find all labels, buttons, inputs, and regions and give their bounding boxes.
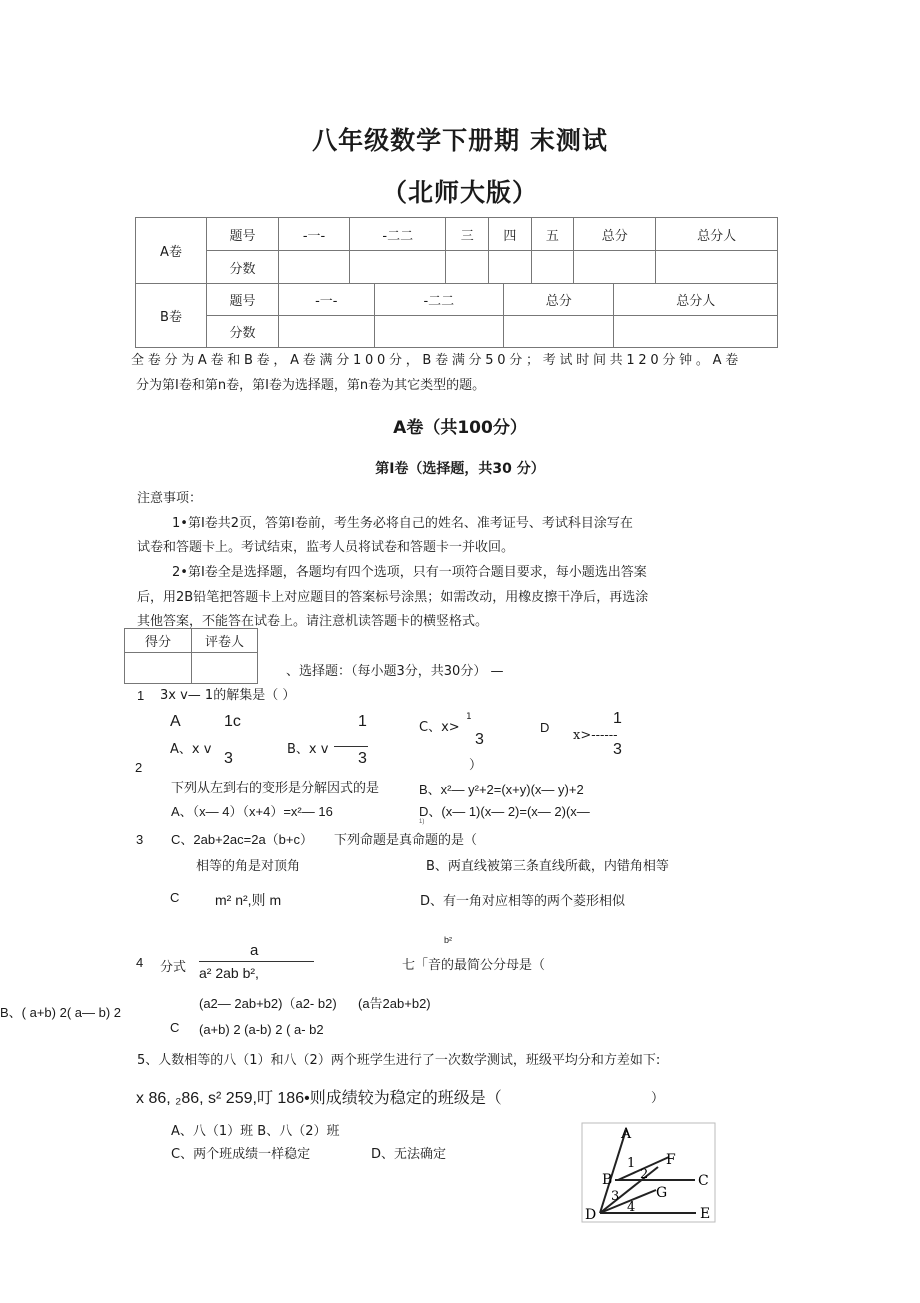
col-header: 总分 — [574, 218, 656, 251]
score-cell[interactable] — [374, 316, 504, 348]
label-a: A — [621, 1126, 632, 1142]
q4-fraction-line — [199, 961, 314, 962]
label-b: B — [602, 1172, 613, 1188]
q5-option-d[interactable]: D、无法确定 — [371, 1147, 447, 1162]
q5-stem: 5、人数相等的八（1）和八（2）两个班学生进行了一次数学测试，班级平均分和方差如下: — [137, 1053, 661, 1068]
angle-4: 4 — [627, 1200, 636, 1215]
col-header: -一- — [279, 218, 350, 251]
q3-option-b[interactable]: B、两直线被第三条直线所截，内错角相等 — [426, 859, 669, 874]
part1-title: 第I卷（选择题，共30 分） — [375, 461, 545, 477]
note-1-line-1: 1•第I卷共2页，答第I卷前，考生务必将自己的姓名、准考证号、考试科目涂写在 — [172, 516, 633, 531]
table-b-label: B卷 — [136, 284, 207, 348]
q1-option-b[interactable]: B、x v — [287, 742, 329, 757]
label-c: C — [698, 1173, 709, 1189]
q1-c-den: 3 — [475, 731, 484, 748]
q5-option-c[interactable]: C、两个班成绩一样稳定 — [171, 1147, 311, 1162]
q3-option-c[interactable]: m² n²,则 m — [215, 892, 282, 908]
q3-number: 3 — [136, 832, 144, 847]
q3-option-a[interactable]: 相等的角是对顶角 — [196, 859, 301, 874]
q1-option-a[interactable]: A、x v — [170, 742, 212, 757]
col-header: -二二 — [374, 284, 504, 316]
q4-option-c-label[interactable]: C — [170, 1020, 180, 1035]
q4-superscript: b² — [444, 935, 453, 945]
q3-option-c-label[interactable]: C — [170, 890, 180, 905]
score-cell[interactable] — [614, 316, 778, 348]
score-cell[interactable] — [656, 251, 778, 284]
q1-stem: 3x v— 1的解集是（ ） — [160, 688, 296, 703]
col-header: -一- — [279, 284, 375, 316]
q2-number: 2 — [135, 760, 143, 775]
page-subtitle: （北师大版） — [381, 178, 538, 207]
col-header: 三 — [446, 218, 489, 251]
angle-2: 2 — [640, 1167, 649, 1182]
col-header: 总分 — [504, 284, 614, 316]
section-a-title: A卷（共100分） — [393, 418, 527, 438]
q1-b-den: 3 — [358, 750, 367, 767]
q2-option-d-tail: 1) — [419, 819, 425, 825]
q4-frac-bottom: a² 2ab b², — [199, 965, 259, 981]
q1-option-d-label[interactable]: D — [540, 720, 550, 735]
label-d: D — [585, 1207, 597, 1223]
score-cell[interactable] — [279, 251, 350, 284]
score-cell[interactable] — [350, 251, 446, 284]
col-header: 总分人 — [614, 284, 778, 316]
page-title: 八年级数学下册期 末测试 — [312, 126, 608, 155]
q1-c-top: 1 — [466, 712, 472, 722]
q2-stem: 下列从左到右的变形是分解因式的是 — [171, 781, 380, 796]
q4-option-a[interactable]: (a2— 2ab+b2)（a2- b2) — [199, 996, 337, 1011]
score-table-b — [135, 283, 778, 348]
q5-close-paren: ） — [651, 1091, 665, 1106]
q3-stem: 下列命题是真命题的是（ — [334, 833, 478, 848]
grader-box — [124, 628, 258, 684]
q1-a-top: 1c — [224, 713, 241, 730]
q1-letter-a: A — [170, 713, 181, 730]
q1-d-top: 1 — [613, 710, 622, 727]
grader-score-label: 得分 — [125, 629, 192, 653]
q5-data-line: x 86, ₂86, s² 259,叮 186•则成绩较为稳定的班级是（ — [136, 1090, 502, 1107]
note-2-line-3: 其他答案，不能答在试卷上。请注意机读答题卡的横竖格式。 — [137, 614, 489, 629]
q1-close-paren: ） — [469, 758, 483, 773]
row-label-number: 题号 — [207, 218, 279, 251]
geometry-figure — [580, 1121, 718, 1224]
row-label-score: 分数 — [207, 251, 279, 284]
score-cell[interactable] — [489, 251, 532, 284]
q1-d-den: 3 — [613, 741, 622, 758]
row-label-number: 题号 — [207, 284, 279, 316]
q1-a-den: 3 — [224, 750, 233, 767]
q1-option-d[interactable]: x>------ — [573, 728, 618, 743]
grader-name-cell[interactable] — [192, 653, 258, 684]
note-2-line-1: 2•第I卷全是选择题，各题均有四个选项，只有一项符合题目要求，每小题选出答案 — [172, 565, 647, 580]
label-g: G — [656, 1185, 668, 1201]
q1-b-fraction-line — [334, 746, 368, 747]
angle-1: 1 — [627, 1156, 636, 1171]
row-label-score: 分数 — [207, 316, 279, 348]
grader-score-cell[interactable] — [125, 653, 192, 684]
score-cell[interactable] — [531, 251, 574, 284]
label-f: F — [666, 1152, 676, 1168]
q4-option-c[interactable]: (a+b) 2 (a-b) 2 ( a- b2 — [199, 1022, 324, 1037]
q3-option-d[interactable]: D、有一角对应相等的两个菱形相似 — [420, 894, 626, 909]
score-cell[interactable] — [279, 316, 375, 348]
col-header: 总分人 — [656, 218, 778, 251]
score-cell[interactable] — [574, 251, 656, 284]
q1-b-top: 1 — [358, 713, 367, 730]
q2-option-c[interactable]: C、2ab+2ac=2a（b+c） — [171, 832, 314, 847]
q2-option-b[interactable]: B、x²— y²+2=(x+y)(x— y)+2 — [419, 782, 584, 797]
part-heading: 、选择题：（每小题3分，共30分） — — [286, 664, 504, 679]
q2-option-d[interactable]: D、(x— 1)(x— 2)=(x— 2)(x— — [419, 804, 590, 819]
angle-3: 3 — [611, 1189, 620, 1204]
col-header: 五 — [531, 218, 574, 251]
intro-line-2: 分为第I卷和第n卷，第I卷为选择题，第n卷为其它类型的题。 — [136, 378, 486, 393]
q4-option-b[interactable]: B、( a+b) 2( a— b) 2 — [0, 1005, 122, 1020]
note-1-line-2: 试卷和答题卡上。考试结束，监考人员将试卷和答题卡一并收回。 — [137, 540, 515, 555]
q2-option-a[interactable]: A、（x— 4）（x+4）=x²— 16 — [171, 804, 333, 819]
score-cell[interactable] — [446, 251, 489, 284]
q1-number: 1 — [137, 688, 145, 703]
score-cell[interactable] — [504, 316, 614, 348]
col-header: 四 — [489, 218, 532, 251]
q4-option-a-tail: (a告2ab+b2) — [358, 996, 431, 1011]
table-a-label: A卷 — [136, 218, 207, 284]
notes-heading: 注意事项： — [137, 491, 203, 506]
q4-tail: 七「音的最简公分母是（ — [402, 958, 546, 973]
grader-name-label: 评卷人 — [192, 629, 258, 653]
q4-number: 4 — [136, 955, 144, 970]
label-e: E — [700, 1206, 711, 1222]
q4-label: 分式 — [160, 960, 187, 975]
note-2-line-2: 后，用2B铅笔把答题卡上对应题目的答案标号涂黑；如需改动，用橡皮擦干净后，再选涂 — [137, 590, 649, 605]
q1-option-c[interactable]: C、x> — [419, 720, 460, 735]
intro-line-1: 全 卷 分 为 A 卷 和 B 卷 ， A 卷 满 分 1 0 0 分 ， B 卷 满 分 5 0 分 ； 考 试 时 间 共 1 2 0 分 钟 。 A 卷 — [131, 353, 739, 368]
q5-option-ab[interactable]: A、八（1）班 B、八（2）班 — [171, 1124, 340, 1139]
col-header: -二二 — [350, 218, 446, 251]
score-table-a — [135, 217, 778, 284]
q4-frac-top: a — [250, 942, 259, 959]
